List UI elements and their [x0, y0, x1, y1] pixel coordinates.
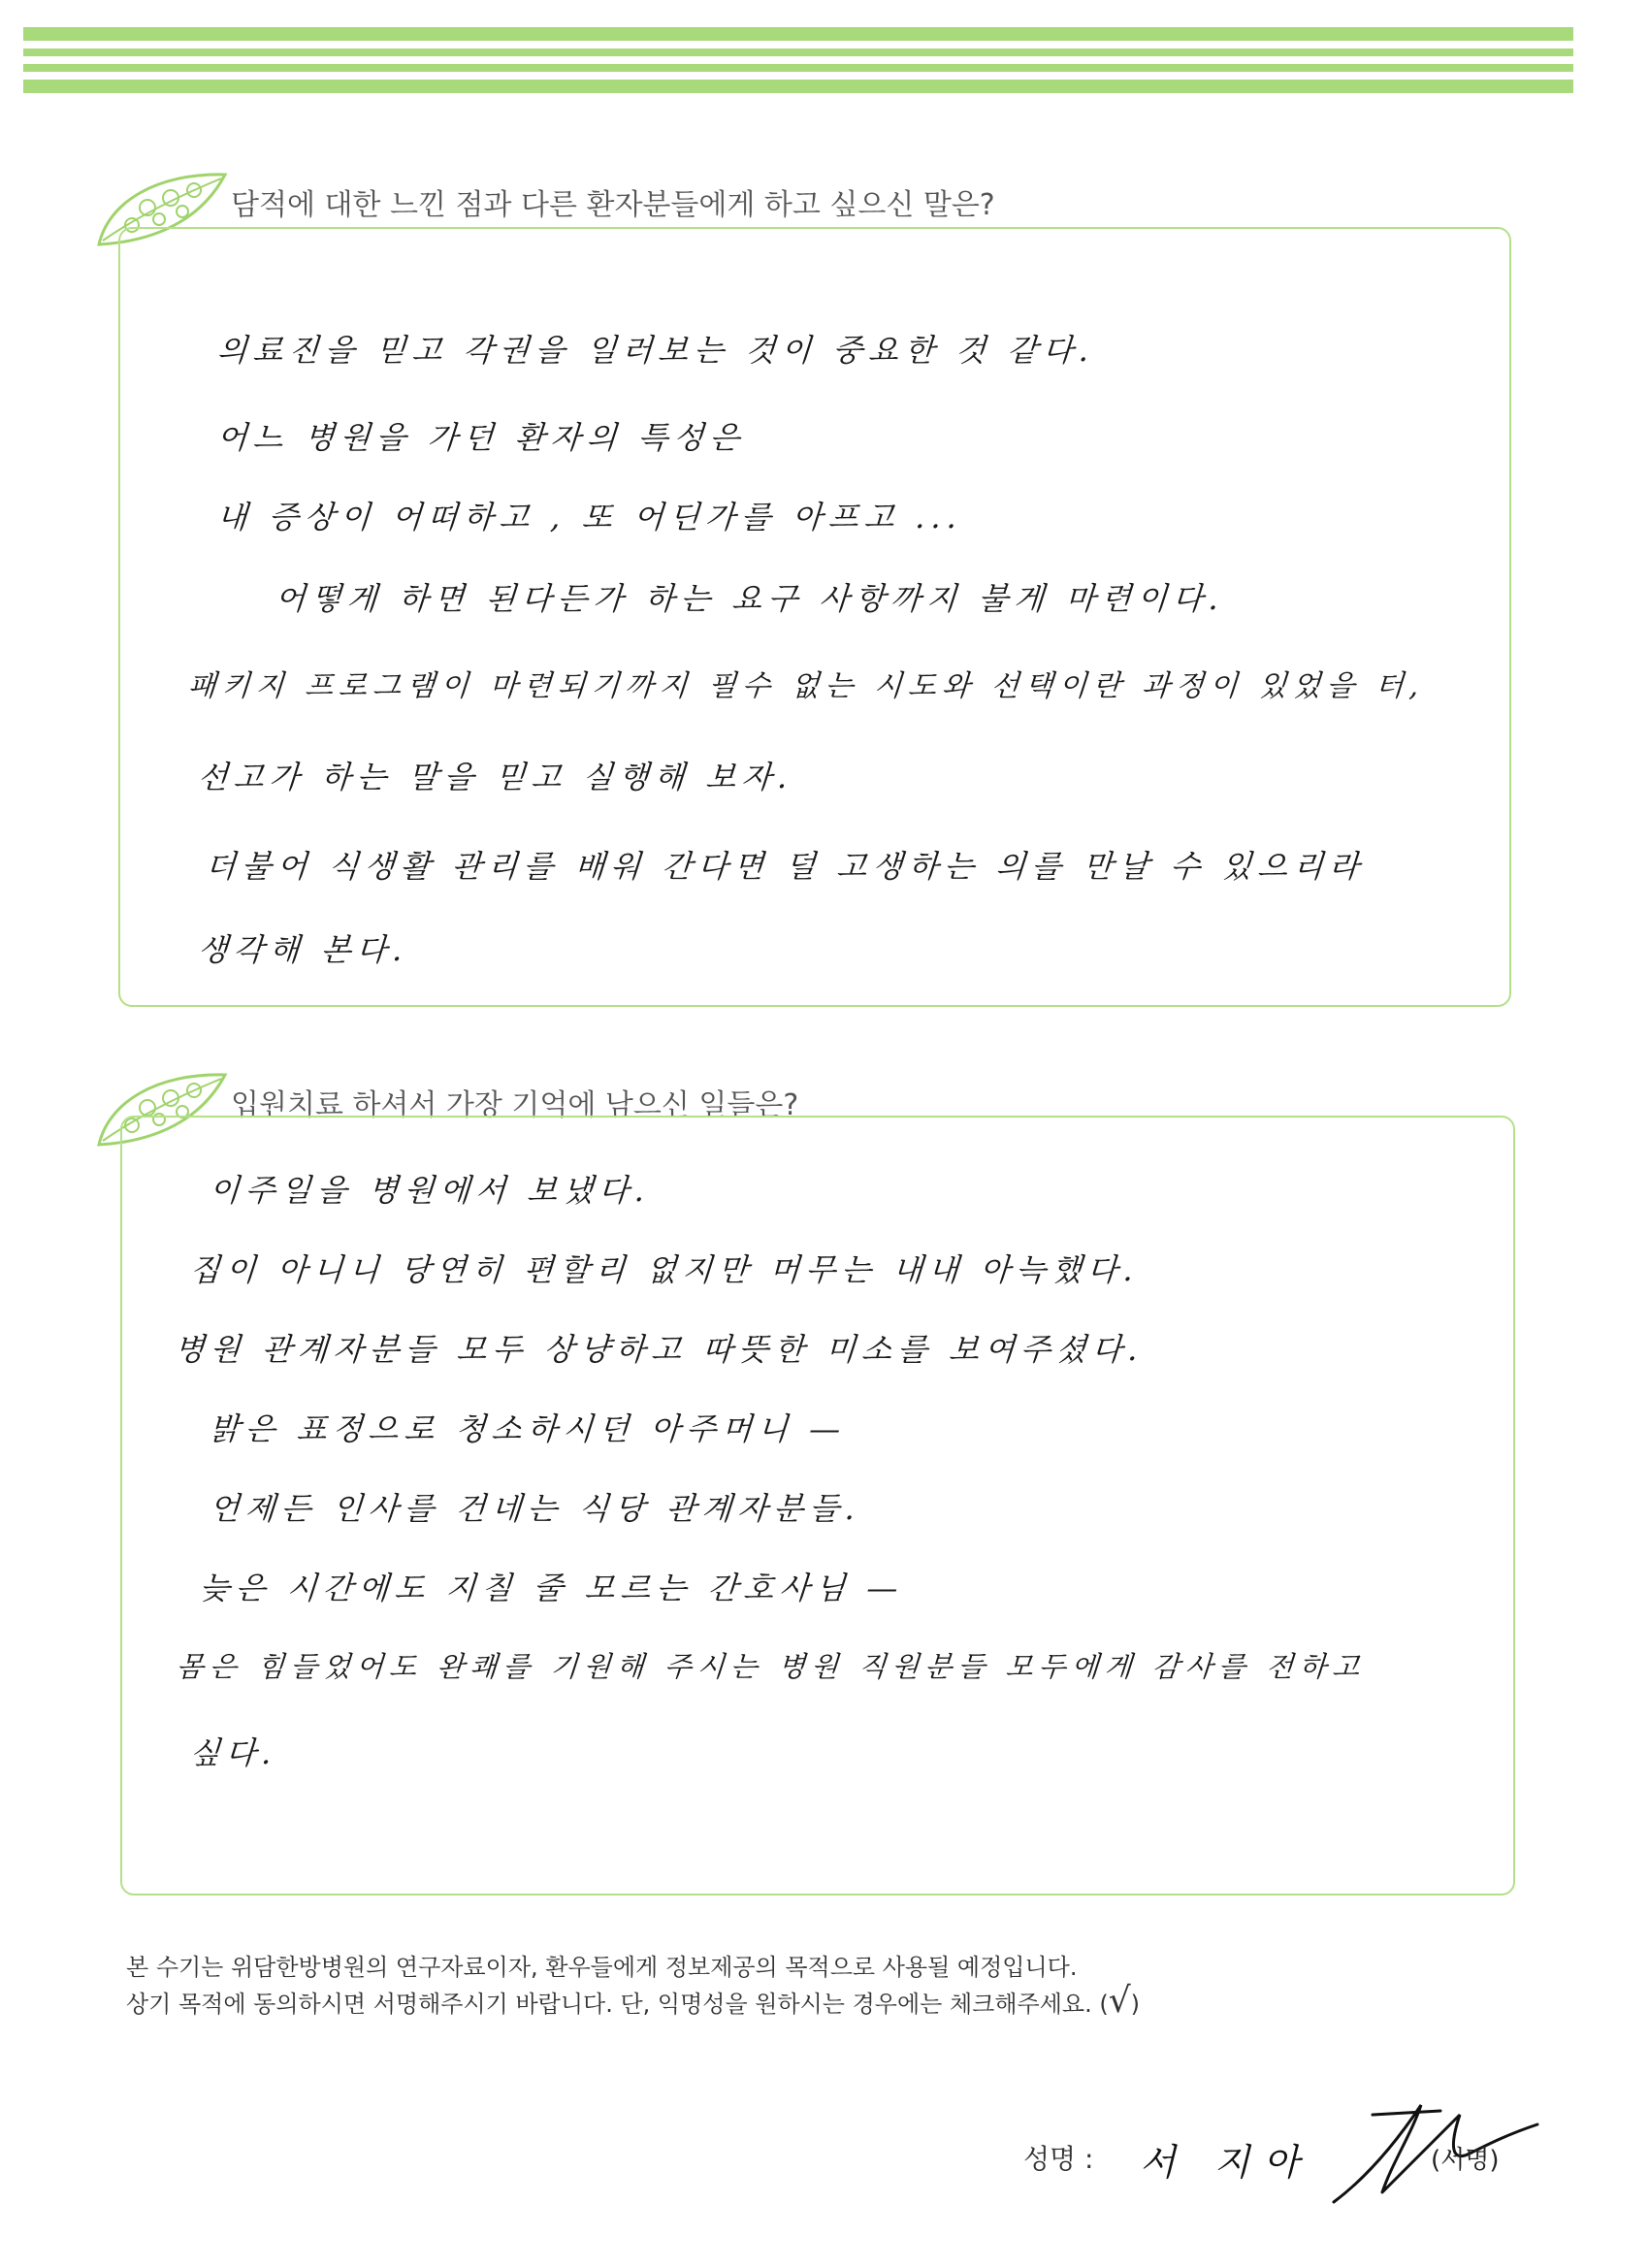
section1-title: 담적에 대한 느낀 점과 다른 환자분들에게 하고 싶으신 말은?: [231, 188, 995, 222]
handwritten-line: 선고가 하는 말을 믿고 실행해 보자.: [196, 759, 795, 795]
handwritten-line: 늦은 시간에도 지칠 줄 모르는 간호사님 —: [198, 1570, 905, 1606]
handwritten-line: 의료진을 믿고 각권을 일러보는 것이 중요한 것 같다.: [215, 332, 1096, 369]
handwritten-line: 내 증상이 어떠하고 , 또 어딘가를 아프고 ...: [215, 499, 964, 535]
signature-suffix: (서명): [1431, 2146, 1500, 2175]
section2-answer-box: [120, 1116, 1515, 1895]
top-stripe: [23, 64, 1573, 72]
consent-notice-text: 상기 목적에 동의하시면 서명해주시기 바랍니다. 단, 익명성을 원하시는 경우에는 체크해주세요. (: [126, 1991, 1109, 2018]
handwritten-line: 이주일을 병원에서 보냈다.: [208, 1172, 652, 1209]
handwritten-line: 몸은 힘들었어도 완쾌를 기원해 주시는 병원 직원분들 모두에게 감사를 전하고: [175, 1650, 1367, 1683]
section2-title: 입원치료 하셔서 가장 기억에 남으신 일들은?: [231, 1088, 799, 1122]
handwritten-line: 집이 아니니 당연히 편할리 없지만 머무는 내내 아늑했다.: [188, 1251, 1141, 1288]
handwritten-line: 더불어 식생활 관리를 배워 간다면 덜 고생하는 의를 만날 수 있으리라: [204, 848, 1367, 885]
handwritten-line: 밝은 표정으로 청소하시던 아주머니 —: [208, 1410, 848, 1447]
handwritten-line: 싶다.: [188, 1734, 279, 1771]
handwritten-line: 어느 병원을 가던 환자의 특성은: [215, 419, 747, 456]
anonymity-check-mark[interactable]: √: [1108, 1981, 1131, 2021]
handwritten-name: 서 지아: [1140, 2141, 1313, 2184]
consent-notice-line2: [126, 1981, 1140, 2021]
top-stripe: [23, 49, 1573, 56]
name-label: 성명 :: [1023, 2143, 1094, 2175]
handwritten-line: 패키지 프로그램이 마련되기까지 필수 없는 시도와 선택이란 과정이 있었을 터,: [186, 669, 1426, 703]
handwritten-line: 생각해 본다.: [196, 931, 410, 968]
top-stripe-band: [23, 27, 1573, 99]
handwritten-line: 언제든 인사를 건네는 식당 관계자분들.: [208, 1490, 862, 1527]
handwritten-line: 병원 관계자분들 모두 상냥하고 따뜻한 미소를 보여주셨다.: [173, 1331, 1146, 1368]
signature-row: [1023, 2124, 1605, 2221]
consent-notice-close: ): [1130, 1991, 1141, 2018]
section1-answer-box: [118, 227, 1511, 1007]
top-stripe: [23, 27, 1573, 41]
handwritten-line: 어떻게 하면 된다든가 하는 요구 사항까지 불게 마련이다.: [274, 580, 1226, 617]
top-stripe: [23, 80, 1573, 93]
consent-notice-line1: 본 수기는 위담한방병원의 연구자료이자, 환우들에게 정보제공의 목적으로 사용될 예정입니다.: [126, 1954, 1078, 1981]
